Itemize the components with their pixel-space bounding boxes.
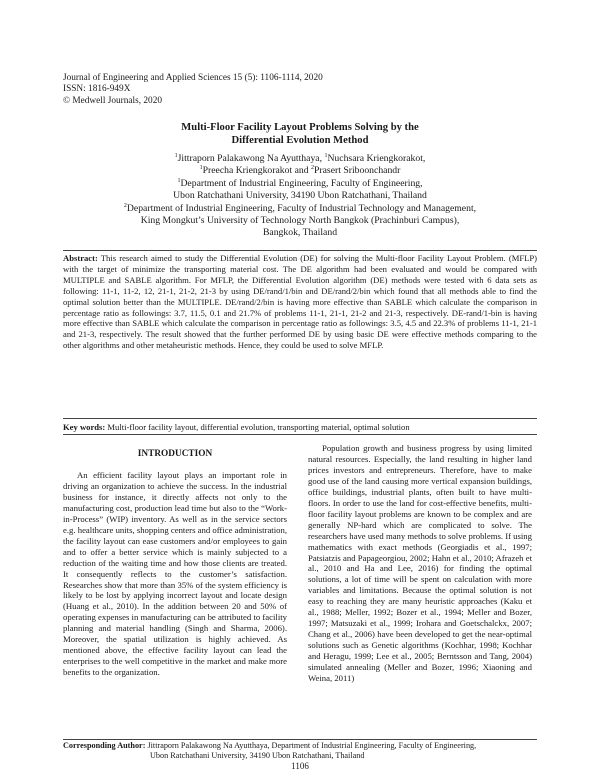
abstract xyxy=(63,253,537,351)
affiliation-marker: 2 xyxy=(311,165,315,172)
affiliation-1-line-1: Department of Industrial Engineering, Faculty of Engineering, xyxy=(180,177,423,189)
intro-paragraph-2: Population growth and business progress by using limited natural resources. Especially, the land resulting in higher land prices investors and entrepreneurs. Therefore, have to make good use of the land causing more vertical expansion buildings, office buildings, industrial plants, often built to have multi-floors. In order to use the land for cost-effective benefits, multi-floor facility layout problems are known to be complex and are generally NP-hard which are complicated to solve. The researchers have used many methods to solve problems. If using mathematics with exact methods (Georgiadis et al., 1997; Patsiatzis and Papageorgiou, 2002; Hahn et al., 2010; Afrazeh et al., 2010 and Ha and Lee, 2016) for finding the optimal solutions, a lot of time will be spent on calculation with more variables and limitations. Because the optimal solution is not easy to reaching they are many heuristic approaches (Kaku et al., 1988; Meller, 1992; Bozer et al., 1994; Meller and Bozer, 1997; Matsuzaki et al., 1999; Irohara and Goetschalckx, 2007; Chang et al., 2006) have been developed to get the near-optimal solutions such as Genetic algorithms (Kochhar, 1998; Kochhar and Heragu, 1999; Lee et al., 2005; Berntsson and Tang, 2004) simulated annealing (Meller and Bozer, 1996; Xiaoning and Weina, 2011) xyxy=(308,443,532,684)
author-line-2 xyxy=(40,165,560,177)
introduction-heading: INTRODUCTION xyxy=(137,449,213,459)
affiliation-marker: 1 xyxy=(174,152,178,159)
page-number: 1106 xyxy=(291,761,309,771)
intro-paragraph-1: An efficient facility layout plays an important role in driving an organization to achieve the success. In the industrial business for instance, it directly affects not only to the manufacturing cost, production lead time but also to the “Work-in-Process” (WIP) inventory. As well as in the service sectors e.g. healthcare units, shopping centers and office administration, the facility layout can ease customers and/or employees to gain and to offer a better service which is mainly subjected to a reduction of the waiting time and how those clients are treated. It consequently reflects to the customer’s satisfaction. Researches show that more than 35% of the system efficiency is likely to be lost by applying incorrect layout and locate design (Huang et al., 2010). In the addition between 20 and 50% of operating expenses in manufacturing can be attributed to facility planning and material handling (Singh and Sharma, 2006). Moreover, the spatial utilization is highly achieved. As mentioned above, the effective facility layout can lead the enterprises to the well competitive in the market and make more benefits to the organization. xyxy=(63,470,287,678)
affiliation-2 xyxy=(40,203,560,215)
affiliation-1 xyxy=(40,178,560,190)
journal-citation: Journal of Engineering and Applied Sciences 15 (5): 1106-1114, 2020 xyxy=(63,73,323,83)
affiliation-marker: 2 xyxy=(123,202,127,209)
author-name: Preecha Kriengkorakot and xyxy=(202,165,312,177)
affiliation-marker: 1 xyxy=(177,177,181,184)
journal-info xyxy=(63,73,323,107)
affiliation-marker: 1 xyxy=(324,152,328,159)
keywords-label: Key words: xyxy=(63,422,106,432)
paper-title xyxy=(60,121,540,147)
title-line-1: Multi-Floor Facility Layout Problems Solving by the xyxy=(181,122,419,133)
abstract-text: This research aimed to study the Differential Evolution (DE) for solving the Multi-floor Facility Layout Problem. (MFLP) with the target of minimize the transporting material cost. The DE algorithm had been evaluated and would be compared with MULTIPLE and SABLE algorithm. For MFLP, the Differential Evolution algorithm (DE) methods were tested with 6 data sets as following: 11-1, 11-2, 12, 21-1, 21-2, 21-3 by using DE/rand/1/bin and DE/rand/2/bin which found that all methods able to find the optimal solution better than the MULTIPLE. DE/rand/2/bin is having more effective than SABLE which calculate the comparison in percentage ratio as followings: 3.7, 11.5, 0.1 and 21.7% of problems 11-1, 21-1, 21-2 and 21-3, respectively. DE-rand/1-bin is having more effective than SABLE which calculate the comparison in percentage ratio as followings: 3.5, 4.5 and 22.3% of problems 11-1, 21-1 and 21-3, respectively. The result showed that the further performed DE by using basic DE were effective methods comparing to the other algorithms and other metaheuristic methods. Hence, they could be used to solve MFLP. xyxy=(63,253,537,351)
affiliation-marker: 1 xyxy=(199,165,203,172)
keywords xyxy=(63,422,537,433)
footer-rule xyxy=(63,739,537,740)
abstract-bottom-rule xyxy=(63,418,537,419)
corr-text: Jittraporn Palakawong Na Ayutthaya, Department of Industrial Engineering, Faculty of Engineering, xyxy=(145,741,477,750)
affiliation-1-line-2: Ubon Ratchathani University, 34190 Ubon Ratchathani, Thailand xyxy=(173,190,427,202)
title-line-2: Differential Evolution Method xyxy=(231,135,369,146)
corr-line-2: Ubon Ratchathani University, 34190 Ubon Ratchathani, Thailand xyxy=(150,751,365,761)
corr-label: Corresponding Author: xyxy=(63,741,146,750)
author-block xyxy=(40,153,560,240)
affiliation-2-line-3: Bangkok, Thailand xyxy=(262,227,338,239)
author-name: Nuchsara Kriengkorakot, xyxy=(327,153,426,164)
corr-line-1 xyxy=(63,741,537,751)
corresponding-author xyxy=(63,741,537,762)
keywords-text: Multi-floor facility layout, differential evolution, transporting material, optimal solution xyxy=(105,422,410,432)
right-column xyxy=(308,443,532,684)
author-line-1 xyxy=(40,153,560,165)
author-name: Prasert Sriboonchandr xyxy=(314,165,401,177)
journal-copyright: © Medwell Journals, 2020 xyxy=(63,95,162,106)
abstract-top-rule xyxy=(63,250,537,251)
abstract-label: Abstract: xyxy=(63,253,98,263)
left-column xyxy=(63,443,287,678)
journal-issn: ISSN: 1816-949X xyxy=(63,84,131,95)
affiliation-2-line-2: King Mongkut’s University of Technology North Bangkok (Prachinburi Campus), xyxy=(140,215,460,227)
affiliation-2-line-1: Department of Industrial Engineering, Faculty of Industrial Technology and Management, xyxy=(126,202,477,214)
author-name: Jittraporn Palakawong Na Ayutthaya, xyxy=(177,153,325,164)
keywords-bottom-rule xyxy=(63,434,537,435)
